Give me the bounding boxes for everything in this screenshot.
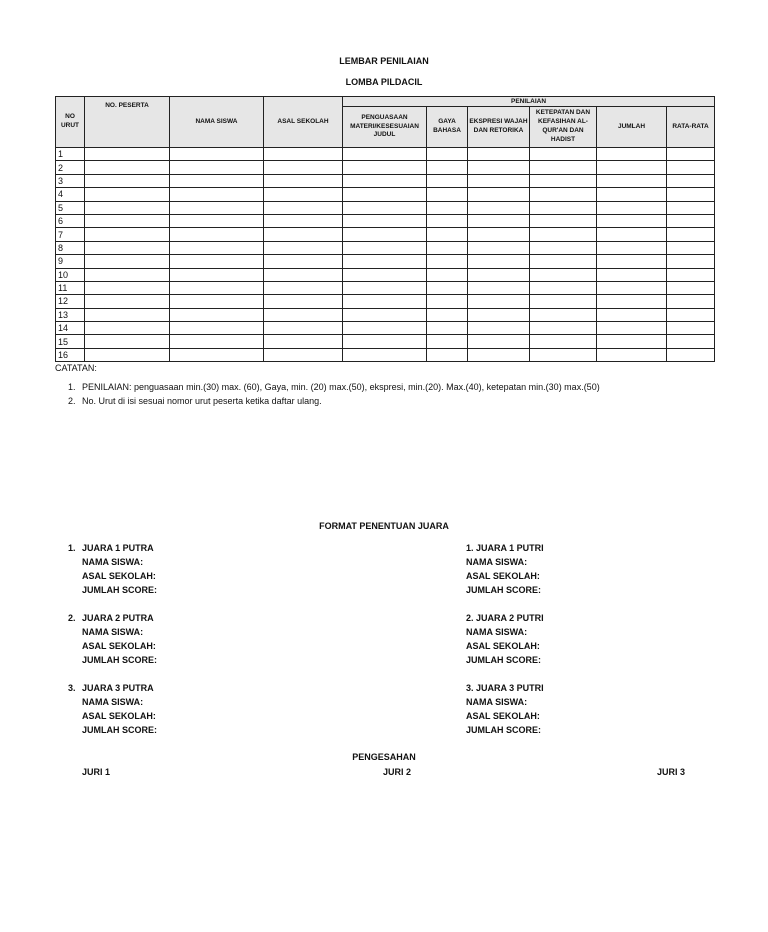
empty-cell (530, 322, 597, 335)
header-asal-sekolah: ASAL SEKOLAH (264, 97, 343, 148)
table-row (56, 241, 715, 254)
empty-cell (427, 348, 468, 361)
empty-cell (597, 255, 667, 268)
empty-cell (468, 161, 530, 174)
row-number: 11 (56, 281, 85, 294)
empty-cell (667, 228, 715, 241)
empty-cell (85, 161, 170, 174)
header-penilaian: PENILAIAN (343, 97, 715, 107)
empty-cell (85, 228, 170, 241)
table-row (56, 281, 715, 294)
empty-cell (427, 322, 468, 335)
winner-title: JUARA 3 PUTRA (82, 683, 154, 693)
empty-cell (468, 255, 530, 268)
empty-cell (85, 322, 170, 335)
row-number: 10 (56, 268, 85, 281)
header-gaya-bahasa: GAYA BAHASA (427, 107, 468, 148)
empty-cell (427, 214, 468, 227)
empty-cell (85, 174, 170, 187)
name-label: NAMA SISWA: (466, 697, 528, 707)
empty-cell (468, 308, 530, 321)
empty-cell (597, 268, 667, 281)
juri-1-label: JURI 1 (82, 767, 111, 777)
school-label: ASAL SEKOLAH: (466, 571, 540, 581)
row-number: 5 (56, 201, 85, 214)
empty-cell (468, 268, 530, 281)
header-no-peserta: NO. PESERTA (85, 97, 170, 148)
empty-cell (264, 335, 343, 348)
empty-cell (667, 322, 715, 335)
winner-title: 3. JUARA 3 PUTRI (466, 683, 544, 693)
empty-cell (468, 201, 530, 214)
empty-cell (343, 281, 427, 294)
empty-cell (530, 228, 597, 241)
winner-title: JUARA 2 PUTRA (82, 613, 154, 623)
empty-cell (667, 174, 715, 187)
empty-cell (530, 148, 597, 161)
winner-number: 3. (68, 683, 76, 693)
empty-cell (85, 295, 170, 308)
winner-title: 2. JUARA 2 PUTRI (466, 613, 544, 623)
empty-cell (530, 255, 597, 268)
empty-cell (427, 174, 468, 187)
empty-cell (264, 295, 343, 308)
note-item (68, 382, 600, 396)
empty-cell (468, 348, 530, 361)
empty-cell (597, 228, 667, 241)
empty-cell (667, 308, 715, 321)
school-label: ASAL SEKOLAH: (82, 571, 156, 581)
empty-cell (343, 241, 427, 254)
empty-cell (427, 228, 468, 241)
name-label: NAMA SISWA: (466, 557, 528, 567)
empty-cell (530, 308, 597, 321)
table-row (56, 255, 715, 268)
score-label: JUMLAH SCORE: (466, 725, 542, 735)
score-label: JUMLAH SCORE: (82, 655, 158, 665)
header-ekspresi: EKSPRESI WAJAH DAN RETORIKA (468, 107, 530, 148)
empty-cell (427, 295, 468, 308)
empty-cell (343, 188, 427, 201)
empty-cell (264, 201, 343, 214)
empty-cell (468, 148, 530, 161)
empty-cell (85, 201, 170, 214)
header-penguasaan: PENGUASAAN MATERI/KESESUAIAN JUDUL (343, 107, 427, 148)
table-row (56, 322, 715, 335)
empty-cell (468, 335, 530, 348)
empty-cell (170, 241, 264, 254)
empty-cell (530, 241, 597, 254)
winner-block-putri-3 (466, 681, 544, 737)
table-row (56, 174, 715, 187)
empty-cell (343, 228, 427, 241)
empty-cell (667, 188, 715, 201)
juri-3-label: JURI 3 (657, 767, 686, 777)
empty-cell (264, 308, 343, 321)
empty-cell (343, 348, 427, 361)
empty-cell (427, 255, 468, 268)
empty-cell (170, 201, 264, 214)
row-number: 13 (56, 308, 85, 321)
row-number: 9 (56, 255, 85, 268)
table-row (56, 161, 715, 174)
empty-cell (264, 255, 343, 268)
empty-cell (343, 174, 427, 187)
empty-cell (667, 268, 715, 281)
approval-title: PENGESAHAN (352, 752, 416, 762)
empty-cell (427, 161, 468, 174)
note-text: PENILAIAN: penguasaan min.(30) max. (60), Gaya, min. (20) max.(50), ekspresi, min.(20). Max.(40), ketepatan min.(30) max.(50) (82, 382, 600, 392)
empty-cell (530, 214, 597, 227)
empty-cell (427, 308, 468, 321)
winners-title: FORMAT PENENTUAN JUARA (319, 521, 449, 531)
empty-cell (170, 228, 264, 241)
note-number: 2. (68, 396, 76, 406)
empty-cell (170, 255, 264, 268)
row-number: 8 (56, 241, 85, 254)
empty-cell (530, 174, 597, 187)
school-label: ASAL SEKOLAH: (466, 711, 540, 721)
winner-block-putri-1 (466, 541, 544, 597)
empty-cell (85, 255, 170, 268)
empty-cell (170, 174, 264, 187)
name-label: NAMA SISWA: (82, 557, 144, 567)
table-row (56, 268, 715, 281)
table-row (56, 308, 715, 321)
winner-title: JUARA 1 PUTRA (82, 543, 154, 553)
empty-cell (667, 201, 715, 214)
empty-cell (667, 241, 715, 254)
empty-cell (170, 214, 264, 227)
empty-cell (597, 308, 667, 321)
empty-cell (343, 214, 427, 227)
empty-cell (468, 281, 530, 294)
empty-cell (667, 255, 715, 268)
empty-cell (530, 188, 597, 201)
empty-cell (427, 241, 468, 254)
empty-cell (85, 308, 170, 321)
winner-title: 1. JUARA 1 PUTRI (466, 543, 544, 553)
empty-cell (427, 188, 468, 201)
empty-cell (427, 335, 468, 348)
empty-cell (264, 268, 343, 281)
empty-cell (667, 281, 715, 294)
empty-cell (667, 161, 715, 174)
score-label: JUMLAH SCORE: (466, 655, 542, 665)
winner-block-putra-3 (68, 681, 157, 737)
empty-cell (597, 322, 667, 335)
empty-cell (170, 268, 264, 281)
empty-cell (667, 348, 715, 361)
empty-cell (427, 281, 468, 294)
row-number: 7 (56, 228, 85, 241)
empty-cell (530, 335, 597, 348)
empty-cell (343, 255, 427, 268)
table-row (56, 228, 715, 241)
table-row (56, 201, 715, 214)
empty-cell (597, 161, 667, 174)
empty-cell (343, 161, 427, 174)
empty-cell (343, 295, 427, 308)
header-no-urut: NO URUT (56, 97, 85, 148)
empty-cell (427, 148, 468, 161)
empty-cell (85, 335, 170, 348)
document-subtitle: LOMBA PILDACIL (345, 77, 423, 87)
empty-cell (530, 201, 597, 214)
name-label: NAMA SISWA: (82, 627, 144, 637)
empty-cell (170, 161, 264, 174)
empty-cell (170, 281, 264, 294)
score-label: JUMLAH SCORE: (466, 585, 542, 595)
empty-cell (343, 201, 427, 214)
empty-cell (343, 322, 427, 335)
row-number: 2 (56, 161, 85, 174)
empty-cell (264, 148, 343, 161)
empty-cell (170, 335, 264, 348)
empty-cell (343, 268, 427, 281)
empty-cell (530, 281, 597, 294)
score-label: JUMLAH SCORE: (82, 725, 158, 735)
header-jumlah: JUMLAH (597, 107, 667, 148)
winner-block-putra-2 (68, 611, 157, 667)
empty-cell (427, 268, 468, 281)
empty-cell (85, 188, 170, 201)
empty-cell (343, 335, 427, 348)
empty-cell (667, 335, 715, 348)
winner-number: 1. (68, 543, 76, 553)
empty-cell (85, 281, 170, 294)
empty-cell (530, 268, 597, 281)
row-number: 12 (56, 295, 85, 308)
empty-cell (264, 281, 343, 294)
school-label: ASAL SEKOLAH: (466, 641, 540, 651)
empty-cell (597, 174, 667, 187)
row-number: 16 (56, 348, 85, 361)
name-label: NAMA SISWA: (466, 627, 528, 637)
note-item (68, 396, 600, 410)
empty-cell (597, 201, 667, 214)
row-number: 6 (56, 214, 85, 227)
empty-cell (468, 174, 530, 187)
empty-cell (597, 348, 667, 361)
empty-cell (667, 148, 715, 161)
document-title: LEMBAR PENILAIAN (339, 56, 429, 66)
empty-cell (170, 322, 264, 335)
row-number: 15 (56, 335, 85, 348)
row-number: 14 (56, 322, 85, 335)
score-label: JUMLAH SCORE: (82, 585, 158, 595)
empty-cell (597, 335, 667, 348)
header-nama-siswa: NAMA SISWA (170, 97, 264, 148)
winner-block-putra-1 (68, 541, 157, 597)
empty-cell (170, 148, 264, 161)
empty-cell (597, 148, 667, 161)
empty-cell (264, 174, 343, 187)
table-row (56, 348, 715, 361)
empty-cell (264, 161, 343, 174)
empty-cell (468, 188, 530, 201)
empty-cell (85, 348, 170, 361)
empty-cell (530, 295, 597, 308)
empty-cell (597, 241, 667, 254)
row-number: 4 (56, 188, 85, 201)
score-table (55, 96, 715, 362)
empty-cell (343, 148, 427, 161)
table-row (56, 214, 715, 227)
empty-cell (468, 214, 530, 227)
empty-cell (85, 241, 170, 254)
empty-cell (468, 241, 530, 254)
empty-cell (667, 295, 715, 308)
empty-cell (427, 201, 468, 214)
empty-cell (170, 188, 264, 201)
notes-label: CATATAN: (55, 363, 97, 373)
empty-cell (85, 268, 170, 281)
table-row (56, 295, 715, 308)
empty-cell (667, 214, 715, 227)
empty-cell (264, 188, 343, 201)
row-number: 1 (56, 148, 85, 161)
name-label: NAMA SISWA: (82, 697, 144, 707)
empty-cell (170, 348, 264, 361)
note-text: No. Urut di isi sesuai nomor urut peserta ketika daftar ulang. (82, 396, 322, 406)
empty-cell (468, 295, 530, 308)
empty-cell (468, 228, 530, 241)
empty-cell (264, 322, 343, 335)
empty-cell (343, 308, 427, 321)
table-row (56, 335, 715, 348)
juri-2-label: JURI 2 (383, 767, 412, 777)
header-rata-rata: RATA-RATA (667, 107, 715, 148)
empty-cell (597, 214, 667, 227)
empty-cell (170, 295, 264, 308)
row-number: 3 (56, 174, 85, 187)
empty-cell (597, 188, 667, 201)
school-label: ASAL SEKOLAH: (82, 641, 156, 651)
empty-cell (264, 348, 343, 361)
header-ketepatan: KETEPATAN DAN KEFASIHAN AL-QUR'AN DAN HADIST (530, 107, 597, 148)
empty-cell (85, 214, 170, 227)
empty-cell (530, 161, 597, 174)
school-label: ASAL SEKOLAH: (82, 711, 156, 721)
empty-cell (597, 295, 667, 308)
table-row (56, 148, 715, 161)
note-number: 1. (68, 382, 76, 392)
table-row (56, 188, 715, 201)
notes-list (68, 382, 600, 410)
empty-cell (597, 281, 667, 294)
winner-block-putri-2 (466, 611, 544, 667)
empty-cell (85, 148, 170, 161)
empty-cell (264, 228, 343, 241)
empty-cell (170, 308, 264, 321)
winner-number: 2. (68, 613, 76, 623)
empty-cell (530, 348, 597, 361)
empty-cell (264, 214, 343, 227)
empty-cell (468, 322, 530, 335)
empty-cell (264, 241, 343, 254)
